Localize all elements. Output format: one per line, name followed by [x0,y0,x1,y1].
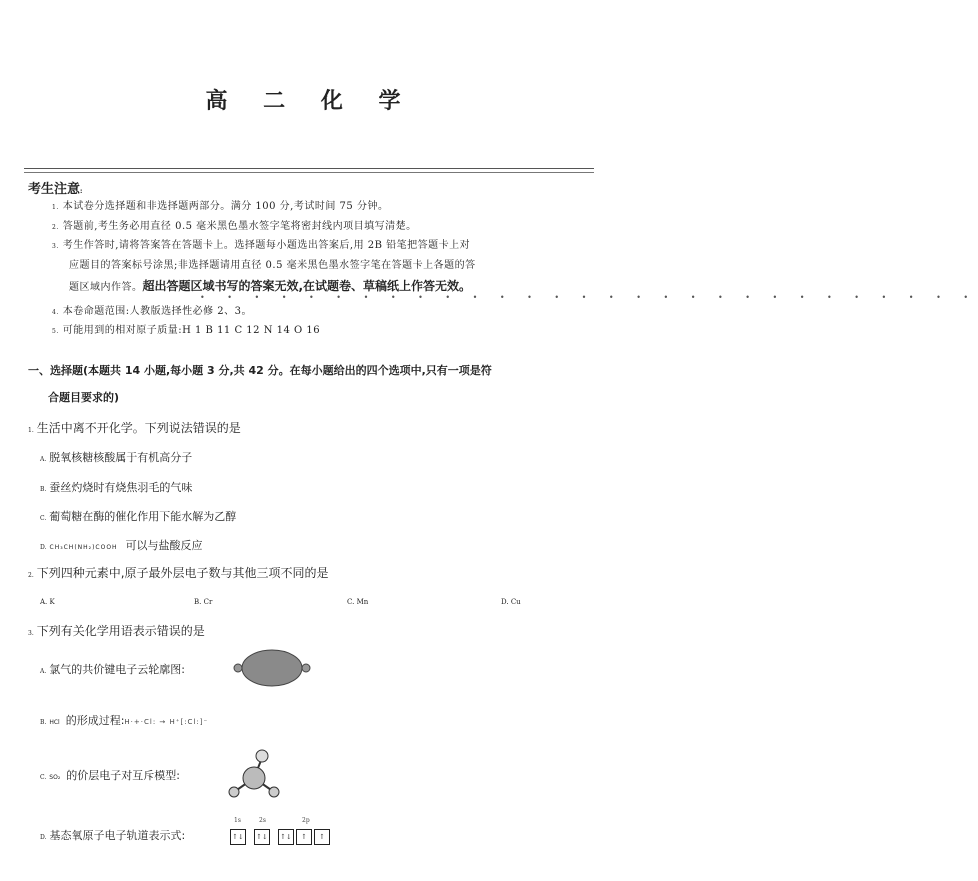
q1-option-c [40,508,236,524]
option-text: Cu [510,598,521,606]
q1-option-a [40,449,192,465]
option-letter: D. [40,544,47,551]
option-letter: A. [40,598,48,606]
orbital-box-2p-3: ↑ [314,829,330,845]
q2-option-c [347,598,368,606]
orbital-box-2p-1: ↑↓ [278,829,294,845]
option-text: 的形成过程: [65,714,125,727]
orbital-box-2p-2: ↑ [296,829,312,845]
q2-option-a [40,598,55,606]
section-heading-cont: 合题目要求的) [48,391,120,404]
o-atom-right [269,787,279,797]
o-atom-left [229,787,239,797]
notice-item-num: 2. [52,224,59,231]
notice-item-text: 答题前,考生务必用直径 0.5 毫米黑色墨水签字笔将密封线内项目填写清楚。 [62,221,417,232]
q1-option-b [40,479,192,495]
notice-item-3-line-2: 应题目的答案标号涂黑;非选择题请用直径 0.5 毫米黑色墨水签字笔在答题卡上各题的答 [69,260,476,271]
option-text: 氯气的共价键电子云轮廓图: [49,663,185,676]
notice-item-num: 4. [52,309,59,316]
option-letter: C. [347,598,355,606]
option-text: 蚕丝灼烧时有烧焦羽毛的气味 [49,481,193,494]
q2-option-d [501,598,521,606]
option-letter: A. [40,668,47,675]
notice-item-text: 本卷命题范围:人教版选择性必修 2、3。 [62,306,253,317]
notice-item-2 [52,217,417,232]
page-title: 高 二 化 学 [205,89,415,114]
notice-item-num: 5. [52,328,59,335]
notice-item-3-line-3 [69,275,471,294]
emphasis-dots: • • • • • • • • • • • • • • • • • • • • • • • • • • • • • [200,293,978,302]
section-heading: 一、选择题(本题共 14 小题,每小题 3 分,共 42 分。在每小题给出的四个选项中,只有一项是符 [28,364,492,377]
q2-option-b [194,598,212,606]
option-formula: HCl [49,719,60,726]
notice-heading-colon: : [80,188,83,195]
cl-atom-left [234,664,242,672]
option-letter: B. [40,719,47,726]
orbital-label-2s: 2s [259,817,266,824]
option-letter: A. [40,456,47,463]
q3-option-b [40,712,208,728]
option-letter: D. [501,598,509,606]
option-letter: C. [40,774,47,781]
option-text: 的价层电子对互斥模型: [66,769,180,782]
option-text: 脱氧核糖核酸属于有机高分子 [49,451,193,464]
option-text: K [49,598,55,606]
option-formula: CH₃CH(NH₂)COOH [49,544,118,551]
orbital-box-2s: ↑↓ [254,829,270,845]
question-number: 1. [28,427,34,434]
electron-cloud-shape [242,650,302,686]
question-stem: 下列有关化学用语表示错误的是 [36,624,205,638]
notice-heading-text: 考生注意 [28,182,81,197]
q3-option-a [40,661,185,677]
option-text: 基态氧原子电子轨道表示式: [49,829,186,842]
q3-option-c [40,767,180,783]
option-text: Cr [203,598,213,606]
notice-item-text: 题区域内作答。 [69,282,143,293]
option-text: 葡萄糖在酶的催化作用下能水解为乙醇 [49,510,237,523]
option-text: 可以与盐酸反应 [125,539,203,552]
notice-item-1 [52,197,388,212]
option-formula: SO₂ [49,774,61,781]
notice-item-num: 3. [52,243,59,250]
option-letter: C. [40,515,47,522]
question-number: 2. [28,572,34,579]
vsepr-model-diagram [224,748,284,800]
question-number: 3. [28,630,34,637]
notice-item-emphasis: 超出答题区域书写的答案无效,在试题卷、草稿纸上作答无效。 [142,279,472,293]
q3-option-d [40,827,185,843]
notice-item-text: 可能用到的相对原子质量:H 1 B 11 C 12 N 14 O 16 [62,325,321,336]
option-letter: D. [40,834,47,841]
question-stem: 生活中离不开化学。下列说法错误的是 [36,421,241,435]
question-3 [28,622,205,639]
orbital-label-2p: 2p [302,817,310,824]
q1-option-d [40,537,203,553]
cl-atom-right [302,664,310,672]
question-2 [28,564,329,581]
option-letter: B. [194,598,202,606]
notice-item-num: 1. [52,204,59,211]
s-atom [243,767,265,789]
option-text: Mn [356,598,369,606]
notice-item-text: 本试卷分选择题和非选择题两部分。满分 100 分,考试时间 75 分钟。 [62,201,389,212]
question-1 [28,419,241,436]
lone-pair [256,750,268,762]
header-rule-bottom [24,172,594,173]
notice-item-text: 考生作答时,请将答案答在答题卡上。选择题每小题选出答案后,用 2B 铅笔把答题卡上对 [62,240,471,251]
header-rule-top [24,168,594,169]
orbital-box-1s: ↑↓ [230,829,246,845]
notice-item-4 [52,302,252,317]
orbital-diagram [230,826,332,845]
option-letter: B. [40,486,47,493]
notice-heading [28,178,82,197]
orbital-label-1s: 1s [234,817,241,824]
electron-cloud-diagram [230,648,314,688]
notice-item-5 [52,321,320,336]
question-stem: 下列四种元素中,原子最外层电子数与其他三项不同的是 [36,566,329,580]
hcl-formation-equation: H·+·Cl: → H⁺[:Cl:]⁻ [124,718,209,726]
notice-item-3 [52,236,470,251]
